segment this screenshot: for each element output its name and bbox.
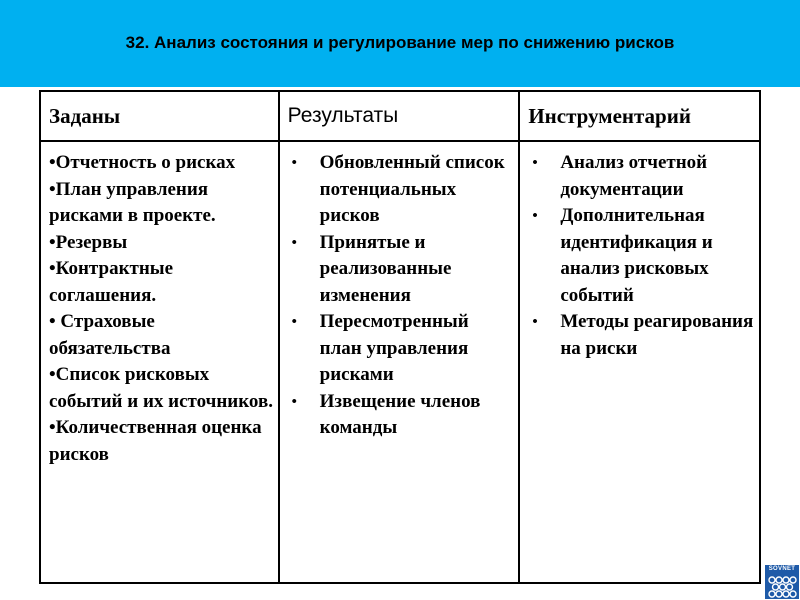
column-header-results: Результаты: [279, 91, 520, 141]
column-header-tools: Инструментарий: [519, 91, 760, 141]
logo-rings-icon: [765, 565, 799, 599]
column-header-given: Заданы: [40, 91, 279, 141]
list-item: [280, 230, 515, 310]
list-item: • План управления рисками в проекте.: [49, 177, 274, 230]
bullet-icon: •: [532, 208, 538, 224]
table-row: [40, 141, 760, 583]
list-item: [520, 203, 755, 309]
logo-text: SOVNET: [768, 566, 796, 572]
list-item: • Количественная оценка рисков: [49, 415, 274, 468]
list-item: [280, 150, 515, 230]
list-item: [520, 150, 755, 203]
list-item-text: Дополнительная идентификация и анализ рисковых событий: [560, 205, 713, 306]
tools-list: [520, 142, 759, 362]
bullet-icon: •: [291, 155, 297, 171]
list-item: • Список рисковых событий и их источников.: [49, 362, 274, 415]
list-item: • Контрактные соглашения.: [49, 256, 274, 309]
given-cell: [40, 141, 279, 583]
given-list: [41, 142, 278, 468]
list-item-text: Обновленный список потенциальных рисков: [319, 152, 505, 226]
list-item-text: Извещение членов команды: [319, 390, 481, 438]
bullet-icon: •: [291, 234, 297, 251]
header-bar: [0, 0, 800, 87]
list-item: [280, 309, 515, 389]
list-item-text: Анализ отчетной документации: [560, 152, 708, 200]
list-item: • Резервы: [49, 230, 274, 257]
results-cell: [279, 141, 520, 583]
sovnet-logo-icon: [765, 565, 799, 599]
bullet-icon: •: [291, 314, 297, 330]
list-item: [280, 389, 515, 442]
table-header-row: [40, 91, 760, 141]
bullet-icon: •: [532, 155, 538, 171]
list-item-text: Принятые и реализованные изменения: [319, 231, 461, 306]
list-item-text: Пересмотренный план управления рисками: [319, 311, 469, 385]
list-item: • Отчетность о рисках: [49, 150, 274, 177]
tools-cell: [519, 141, 760, 583]
page-title: 32. Анализ состояния и регулирование мер по снижению рисков: [125, 33, 675, 52]
list-item: [520, 309, 755, 362]
risk-table: [39, 90, 761, 584]
bullet-icon: •: [291, 393, 297, 410]
list-item: • Страховые обязательства: [49, 309, 274, 362]
list-item-text: Методы реагирования на риски: [560, 311, 754, 359]
bullet-icon: •: [532, 314, 538, 330]
results-list: [280, 142, 519, 442]
